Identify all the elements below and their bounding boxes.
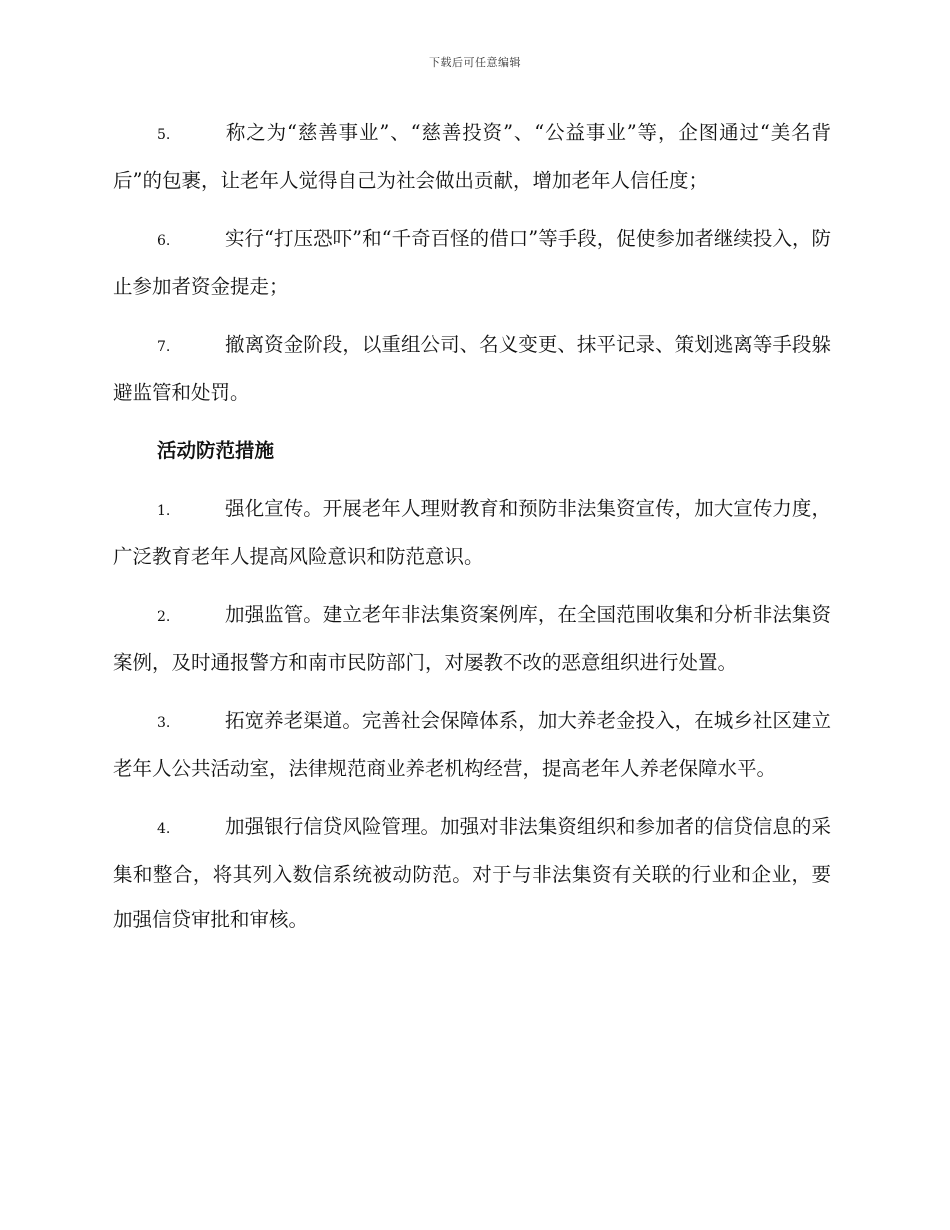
list-item-text: 强化宣传。开展老年人理财教育和预防非法集资宣传，加大宣传力度，广泛教育老年人提高风险意识和防范意识。 [113, 497, 831, 568]
list-item [113, 698, 831, 791]
list-item [113, 486, 831, 579]
list-item-number: 6. [157, 233, 171, 249]
list-item [113, 322, 831, 415]
list-item-text: 加强监管。建立老年非法集资案例库，在全国范围收集和分析非法集资案例，及时通报警方和南市民防部门，对屡教不改的恶意组织进行处置。 [113, 603, 831, 674]
list-item-number: 7. [157, 339, 171, 355]
list-item-number: 4. [157, 821, 171, 837]
list-item-text: 拓宽养老渠道。完善社会保障体系，加大养老金投入，在城乡社区建立老年人公共活动室，法律规范商业养老机构经营，提高老年人养老保障水平。 [113, 709, 831, 780]
list-item-text: 撤离资金阶段，以重组公司、名义变更、抹平记录、策划逃离等手段躲避监管和处罚。 [113, 333, 831, 404]
list-item-text: 实行“打压恐吓”和“千奇百怪的借口”等手段，促使参加者继续投入，防止参加者资金提走； [113, 227, 831, 298]
list-item [113, 110, 831, 203]
list-item [113, 216, 831, 309]
list-item-number: 3. [157, 715, 171, 731]
list-item-text: 称之为“慈善事业”、“慈善投资”、“公益事业”等，企图通过“美名背后”的包裹，让老年人觉得自己为社会做出贡献，增加老年人信任度； [113, 121, 831, 192]
page-header: 下载后可任意编辑 [429, 56, 521, 69]
section-heading: 活动防范措施 [157, 439, 275, 462]
document-body [113, 110, 831, 955]
list-item-text: 加强银行信贷风险管理。加强对非法集资组织和参加者的信贷信息的采集和整合，将其列入数信系统被动防范。对于与非法集资有关联的行业和企业，要加强信贷审批和审核。 [113, 815, 831, 931]
list-item [113, 592, 831, 685]
list-item-number: 1. [157, 503, 171, 519]
list-item [113, 804, 831, 942]
list-item-number: 5. [157, 127, 171, 143]
list-item-number: 2. [157, 609, 171, 625]
